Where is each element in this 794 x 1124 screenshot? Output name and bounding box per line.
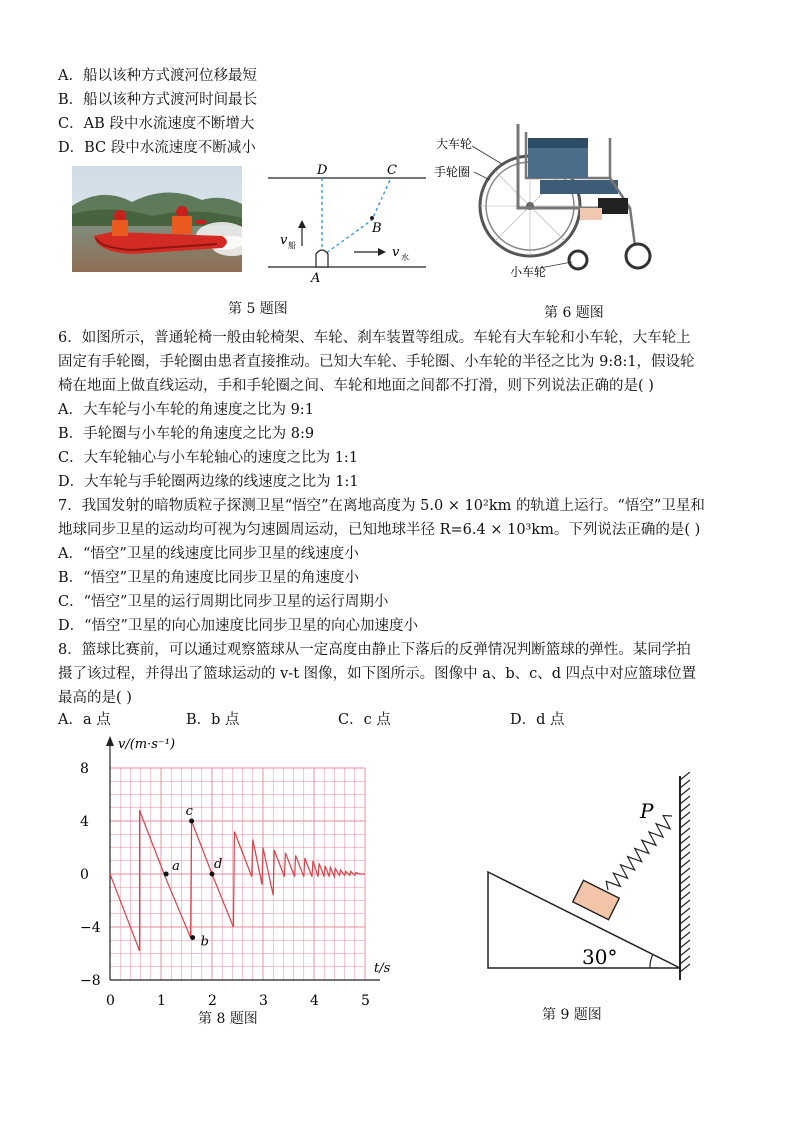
q6-option-d: D．大车轮与手轮圈两边缘的线速度之比为 1:1 bbox=[58, 474, 359, 490]
y-tick-label: 0 bbox=[80, 867, 89, 883]
y-tick-label: 4 bbox=[80, 814, 89, 830]
river-crossing-diagram bbox=[262, 158, 432, 292]
q6-option-b: B．手轮圈与小车轮的角速度之比为 8:9 bbox=[58, 426, 315, 442]
q7-option-c: C．“悟空”卫星的运行周期比同步卫星的运行周期小 bbox=[58, 594, 389, 610]
label-small-wheel: 小车轮 bbox=[510, 265, 547, 279]
point-b bbox=[190, 935, 195, 940]
label-a: A bbox=[311, 271, 321, 286]
point-label-c: c bbox=[185, 804, 193, 819]
path-abc bbox=[322, 180, 390, 256]
q5-option-a: A．船以该种方式渡河位移最短 bbox=[58, 68, 257, 84]
label-v-boat-sub: 船 bbox=[288, 241, 296, 250]
x-tick-label: 2 bbox=[208, 993, 217, 1006]
q8-stem-3: 最高的是( ) bbox=[58, 690, 132, 706]
rescue-boat-photo bbox=[72, 166, 242, 276]
angle-label: 30° bbox=[582, 945, 618, 969]
point-label-b: b bbox=[200, 934, 209, 950]
q6-stem-1: 6．如图所示，普通轮椅一般由轮椅架、车轮、刹车装置等组成。车轮有大车轮和小车轮，大车轮上 bbox=[58, 330, 691, 346]
vt-graph bbox=[70, 730, 390, 1010]
label-v-water: v bbox=[392, 245, 400, 260]
y-tick-label: −8 bbox=[80, 973, 101, 989]
x-axis-label: t/s bbox=[374, 961, 390, 976]
velocity-curve bbox=[110, 810, 365, 950]
q8-option-b: B．b 点 bbox=[186, 712, 240, 728]
y-axis-label: v/(m·s⁻¹) bbox=[118, 737, 176, 752]
q7-option-b: B．“悟空”卫星的角速度比同步卫星的角速度小 bbox=[58, 570, 359, 586]
label-v-boat: v bbox=[280, 233, 288, 248]
q6-stem-2: 固定有手轮圈，手轮圈由患者直接推动。已知大车轮、手轮圈、小车轮的半径之比为 9:8:1，假设轮 bbox=[58, 354, 695, 370]
q9-caption: 第 9 题图 bbox=[542, 1007, 602, 1023]
q6-option-a: A．大车轮与小车轮的角速度之比为 9:1 bbox=[58, 402, 314, 418]
label-hand-rim: 手轮圈 bbox=[434, 165, 471, 179]
x-tick-label: 3 bbox=[259, 993, 268, 1006]
q8-stem-2: 摄了该过程，并得出了篮球运动的 v-t 图像，如下图所示。图像中 a、b、c、d 四点中对应篮球位置 bbox=[58, 666, 697, 682]
label-p: P bbox=[640, 799, 654, 823]
incline-diagram bbox=[480, 772, 700, 996]
point-b bbox=[370, 216, 374, 220]
x-tick-label: 0 bbox=[106, 993, 115, 1006]
boat-icon bbox=[316, 250, 328, 267]
block bbox=[573, 880, 620, 919]
y-tick-label: −4 bbox=[80, 920, 101, 936]
q8-option-c: C．c 点 bbox=[338, 712, 391, 728]
q5-option-c: C．AB 段中水流速度不断增大 bbox=[58, 116, 255, 132]
x-tick-label: 4 bbox=[310, 993, 319, 1006]
q8-option-a: A．a 点 bbox=[58, 712, 111, 728]
point-c bbox=[189, 819, 194, 824]
y-tick-label: 8 bbox=[80, 761, 89, 777]
q7-stem-2: 地球同步卫星的运动均可视为匀速圆周运动，已知地球半径 R=6.4 × 10³km。下列说法正确的是( ) bbox=[58, 522, 701, 538]
point-label-a: a bbox=[172, 859, 180, 874]
label-big-wheel: 大车轮 bbox=[436, 137, 473, 151]
q6-caption: 第 6 题图 bbox=[544, 305, 604, 321]
q5-caption: 第 5 题图 bbox=[228, 301, 288, 317]
q5-option-d: D．BC 段中水流速度不断减小 bbox=[58, 140, 256, 156]
q7-option-d: D．“悟空”卫星的向心加速度比同步卫星的向心加速度小 bbox=[58, 618, 418, 634]
q5-option-b: B．船以该种方式渡河时间最长 bbox=[58, 92, 258, 108]
small-wheel bbox=[569, 251, 587, 269]
q8-stem-1: 8．篮球比赛前，可以通过观察篮球从一定高度由静止下落后的反弹情况判断篮球的弹性。某同学拍 bbox=[58, 642, 691, 658]
point-a bbox=[164, 872, 169, 877]
q6-option-c: C．大车轮轴心与小车轮轴心的速度之比为 1:1 bbox=[58, 450, 359, 466]
q7-option-a: A．“悟空”卫星的线速度比同步卫星的线速度小 bbox=[58, 546, 359, 562]
wall-hatching bbox=[680, 772, 690, 972]
label-b: B bbox=[372, 221, 382, 236]
label-c: C bbox=[387, 163, 397, 178]
x-tick-label: 1 bbox=[157, 993, 166, 1006]
label-d: D bbox=[317, 163, 328, 178]
q8-option-d: D．d 点 bbox=[510, 712, 565, 728]
wheelchair-figure bbox=[430, 108, 680, 292]
q6-stem-3: 椅在地面上做直线运动，手和手轮圈之间、车轮和地面之间都不打滑，则下列说法正确的是( ) bbox=[58, 378, 654, 394]
graph-grid bbox=[110, 768, 365, 980]
point-label-d: d bbox=[214, 857, 223, 872]
q7-stem-1: 7．我国发射的暗物质粒子探测卫星“悟空”在离地高度为 5.0 × 10²km 的轨道上运行。“悟空”卫星和 bbox=[58, 498, 705, 514]
x-tick-label: 5 bbox=[361, 993, 370, 1006]
label-v-water-sub: 水 bbox=[401, 253, 409, 262]
q8-caption: 第 8 题图 bbox=[198, 1011, 258, 1027]
point-d bbox=[210, 872, 215, 877]
spring bbox=[606, 816, 672, 890]
